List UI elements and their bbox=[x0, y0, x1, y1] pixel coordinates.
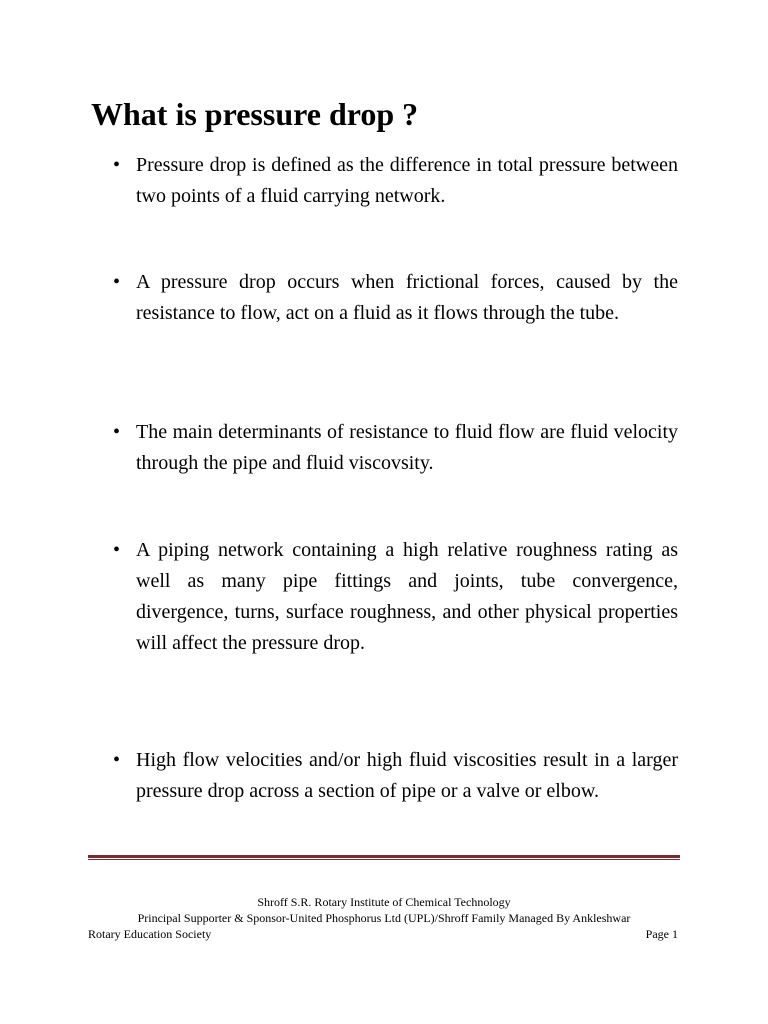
footer-society-name: Rotary Education Society bbox=[88, 927, 212, 941]
page-number: Page 1 bbox=[645, 927, 678, 941]
bullet-text: A piping network containing a high relative roughness rating as well as many pipe fittings and joints, tube convergence, divergence, turns, surface roughness, and other physical properties will affect the pressure drop. bbox=[136, 539, 678, 654]
bullet-text: A pressure drop occurs when frictional forces, caused by the resistance to flow, act on a fluid as it flows through the tube. bbox=[136, 271, 678, 324]
page-title: What is pressure drop ? bbox=[91, 96, 419, 132]
bullet-icon: • bbox=[113, 271, 121, 293]
footer-divider-thick bbox=[88, 855, 680, 858]
bullet-text: The main determinants of resistance to fluid flow are fluid velocity through the pipe and fluid viscovsity. bbox=[136, 421, 678, 474]
bullet-text: High flow velocities and/or high fluid viscosities result in a larger pressure drop across a section of pipe or a valve or elbow. bbox=[136, 749, 678, 802]
bullet-icon: • bbox=[113, 539, 121, 561]
bullet-text: Pressure drop is defined as the difference in total pressure between two points of a fluid carrying network. bbox=[136, 154, 678, 207]
footer-institute-name: Shroff S.R. Rotary Institute of Chemical Technology bbox=[257, 895, 511, 909]
footer-divider-thin bbox=[88, 859, 680, 860]
bullet-icon: • bbox=[113, 154, 121, 176]
bullet-icon: • bbox=[113, 421, 121, 443]
bullet-icon: • bbox=[113, 749, 121, 771]
footer-sponsor-line: Principal Supporter & Sponsor-United Phosphorus Ltd (UPL)/Shroff Family Managed By Ankleshwar bbox=[137, 911, 631, 925]
